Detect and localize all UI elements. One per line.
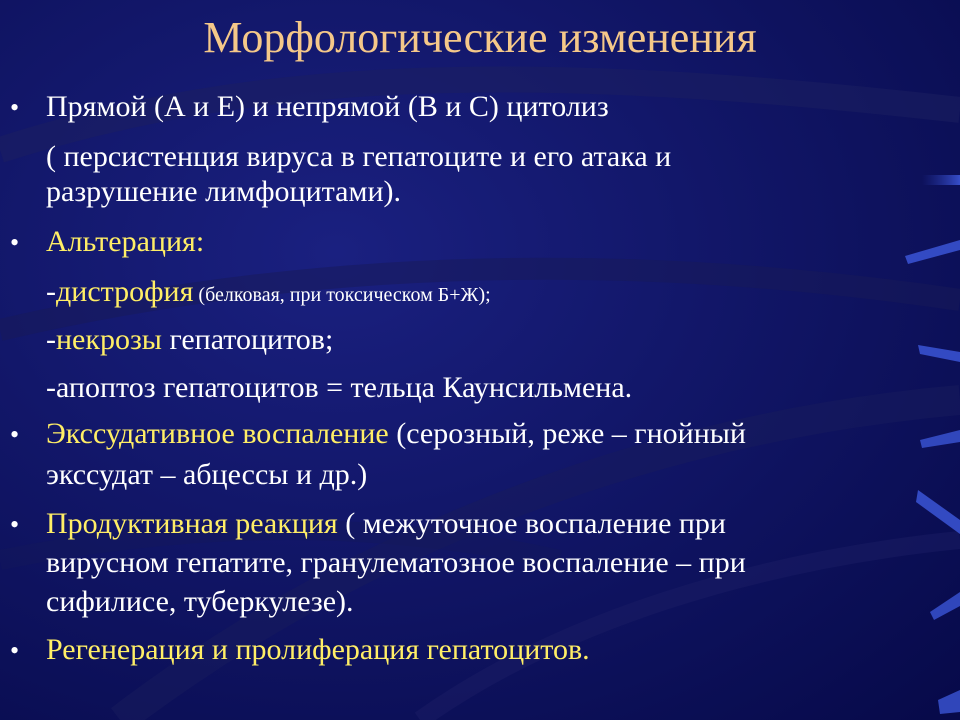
item-cytolysis-line3: разрушение лимфоцитами). [46,175,401,208]
item-productive-line1 [46,507,726,541]
productive-term: Продуктивная реакция [46,507,338,540]
regeneration-text: Регенерация и пролиферация гепатоцитов. [46,633,590,666]
item-cytolysis-line1: Прямой (А и Е) и непрямой (В и С) цитолиз [46,90,609,123]
necrosis-rest: гепатоцитов; [161,323,334,356]
alteration-dystrophy-line [46,275,491,312]
alteration-term: Альтерация: [46,225,205,258]
exudative-rest: (серозный, реже – гнойный [388,417,746,450]
dash: - [46,275,56,308]
alteration-apoptosis-line: -апоптоз гепатоцитов = тельца Каунсильмена. [46,371,633,404]
item-regeneration [46,633,590,667]
bullet-dot: • [10,510,20,539]
item-exudative-line2: экссудат – абцессы и др.) [46,458,368,491]
slide-title: Морфологические изменения [203,13,757,62]
item-productive-line3: сифилисе, туберкулезе). [46,585,354,618]
necrosis-term: некрозы [56,323,162,356]
item-productive-line2: вирусном гепатите, гранулематозное воспаление – при [46,546,746,579]
item-alteration-label [46,225,204,259]
item-cytolysis-line2: ( персистенция вируса в гепатоците и его атака и [46,140,672,173]
dystrophy-note: (белковая, при токсическом Б+Ж); [193,284,491,306]
dystrophy-term: дистрофия [56,275,194,308]
bullet-dot: • [10,420,20,449]
bullet-dot: • [10,228,20,257]
bullet-dot: • [10,93,20,122]
bullet-dot: • [10,636,20,665]
productive-rest: ( межуточное воспаление при [337,507,726,540]
item-exudative-line1 [46,417,746,451]
dash: - [46,323,56,356]
alteration-necrosis-line [46,323,333,357]
exudative-term: Экссудативное воспаление [46,417,389,450]
